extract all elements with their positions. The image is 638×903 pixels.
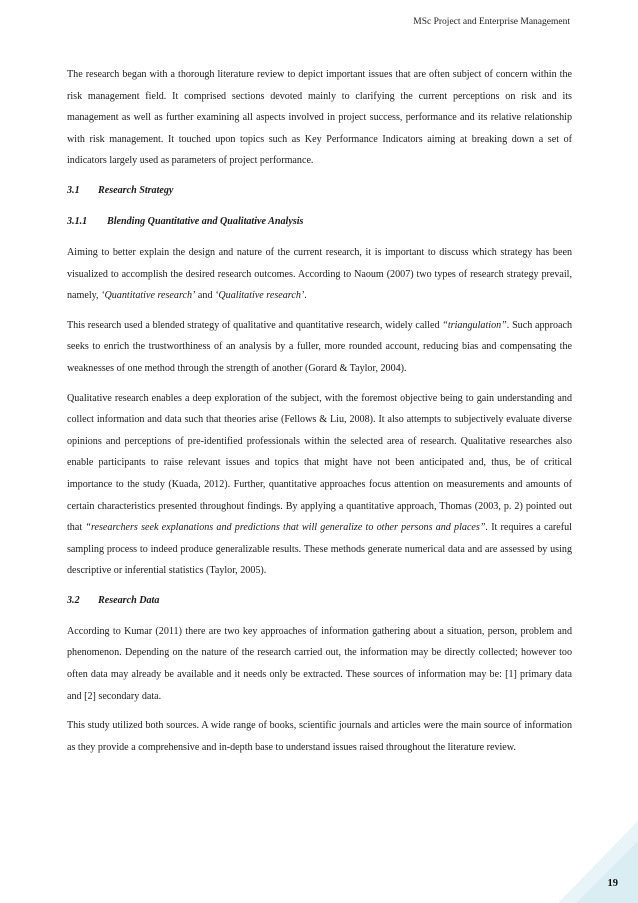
text-segment: and (195, 290, 216, 302)
subsection-heading-3-1-1 (67, 211, 572, 232)
text-segment: This research used a blended strategy of qualitative and quantitative research, widely called (67, 319, 443, 331)
section-heading-3-1 (67, 180, 572, 201)
quote-thomas: “researchers seek explanations and predictions that will generalize to other persons and places”. (85, 522, 488, 534)
subsection-title: Blending Quantitative and Qualitative Analysis (107, 215, 304, 227)
text-segment: It requires a careful sampling process to indeed produce generalizable results. These methods generate numerical data and are assessed by using descriptive or inferential statistics (Taylor, 2005). (67, 522, 572, 577)
quote-triangulation: “triangulation” (442, 319, 507, 331)
page-number: 19 (607, 878, 618, 889)
section-heading-3-2 (67, 590, 572, 611)
running-header: MSc Project and Enterprise Management (413, 17, 570, 27)
section-title: Research Data (98, 594, 160, 606)
intro-paragraph: The research began with a thorough literature review to depict important issues that are often subject of concern within the risk management field. It comprised sections devoted mainly to clarifying the current perceptions on risk and its management as well as further examining all aspects involved in project success, performance and its relative relationship with risk management. It touched upon topics such as Key Performance Indicators aiming at breaking down a set of indicators largely used as parameters of project performance. (67, 69, 572, 167)
page-body (67, 64, 572, 766)
text-segment: . (304, 290, 307, 302)
text-segment: Aiming to better explain the design and nature of the current research, it is important to discuss which strategy has been visualized to accomplish the desired research outcomes. According to Naoum (2007) two types of research strategy prevail, namely, (67, 246, 572, 302)
text-segment: Qualitative research enables a deep exploration of the subject, with the foremost objective being to gain understanding and collect information and data such that theories arise (Fellows & Liu, 2008). It also attempts to subjectively evaluate diverse opinions and perceptions of pre-identified professionals within the selected area of research. Qualitative researches also enable participants to raise relevant issues and topics that might have not been anticipated and, thus, be of critical importance to the study (Kuada, 2012). Further, quantitative approaches focus attention on measurements and amounts of certain characteristics presented throughout findings. By applying a quantitative approach, Thomas (2003, p. 2) pointed out that (67, 392, 572, 534)
research-data-paragraph: According to Kumar (2011) there are two key approaches of information gathering about a situation, person, problem and phenomenon. Depending on the nature of the research carried out, the information may be directly collected; however too often data may already be available and it needs only be extracted. These sources of information may be: [1] primary data and [2] secondary data. (67, 625, 572, 702)
section-title: Research Strategy (98, 184, 174, 196)
page-corner-fold (558, 821, 638, 903)
section-number: 3.1 (67, 184, 80, 196)
triangulation-paragraph (67, 315, 572, 380)
subsection-number: 3.1.1 (67, 215, 88, 227)
quote-quantitative: ‘Quantitative research’ (101, 290, 196, 302)
sources-paragraph: This study utilized both sources. A wide range of books, scientific journals and articles were the main source of information as they provide a comprehensive and in-depth base to understand issues raised throughout the literature review. (67, 720, 572, 753)
section-number: 3.2 (67, 594, 80, 606)
strategy-paragraph (67, 242, 572, 307)
text-segment: . Such approach seeks to enrich the trustworthiness of an analysis by a fuller, more rounded account, reducing bias and compensating the weaknesses of one method through the strength of another (Gorard & Taylor, 2004). (67, 319, 572, 374)
qualitative-paragraph (67, 388, 572, 582)
quote-qualitative: ‘Qualitative research’ (215, 290, 305, 302)
